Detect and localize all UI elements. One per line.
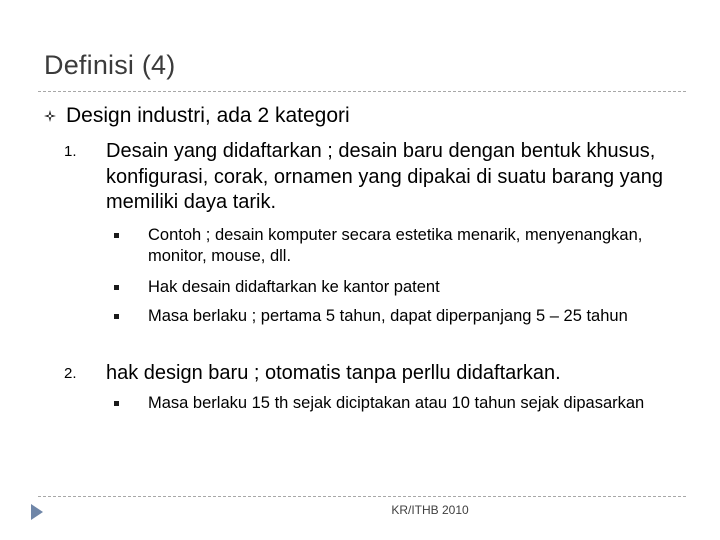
square-bullet-icon <box>114 233 119 238</box>
triangle-right-icon[interactable] <box>26 502 46 522</box>
sub-item-text: Contoh ; desain komputer secara estetika menarik, menyenangkan, monitor, mouse, dll. <box>148 226 643 265</box>
square-bullet-icon <box>114 314 119 319</box>
sub-item-text: Masa berlaku ; pertama 5 tahun, dapat diperpanjang 5 – 25 tahun <box>148 307 628 325</box>
square-bullet-icon <box>114 285 119 290</box>
square-bullet-icon <box>114 401 119 406</box>
title-divider <box>38 91 686 92</box>
item-text: hak design baru ; otomatis tanpa perllu didaftarkan. <box>106 362 561 384</box>
footer-divider <box>38 496 686 497</box>
main-bullet-text: Design industri, ada 2 kategori <box>66 104 350 127</box>
slide-title: Definisi (4) <box>44 50 176 80</box>
sub-item-text: Hak desain didaftarkan ke kantor patent <box>148 278 440 296</box>
sub-item-text: Masa berlaku 15 th sejak diciptakan atau 10 tahun sejak dipasarkan <box>148 394 645 412</box>
item-number: 1. <box>64 143 77 160</box>
item-number: 2. <box>64 365 77 382</box>
footer-text: KR/ITHB 2010 <box>391 503 469 517</box>
compass-rose-bullet-icon <box>44 110 56 122</box>
item-text: Desain yang didaftarkan ; desain baru dengan bentuk khusus, konfigurasi, corak, ornamen yang dipakai di suatu barang yang memiliki daya tarik. <box>106 140 664 213</box>
